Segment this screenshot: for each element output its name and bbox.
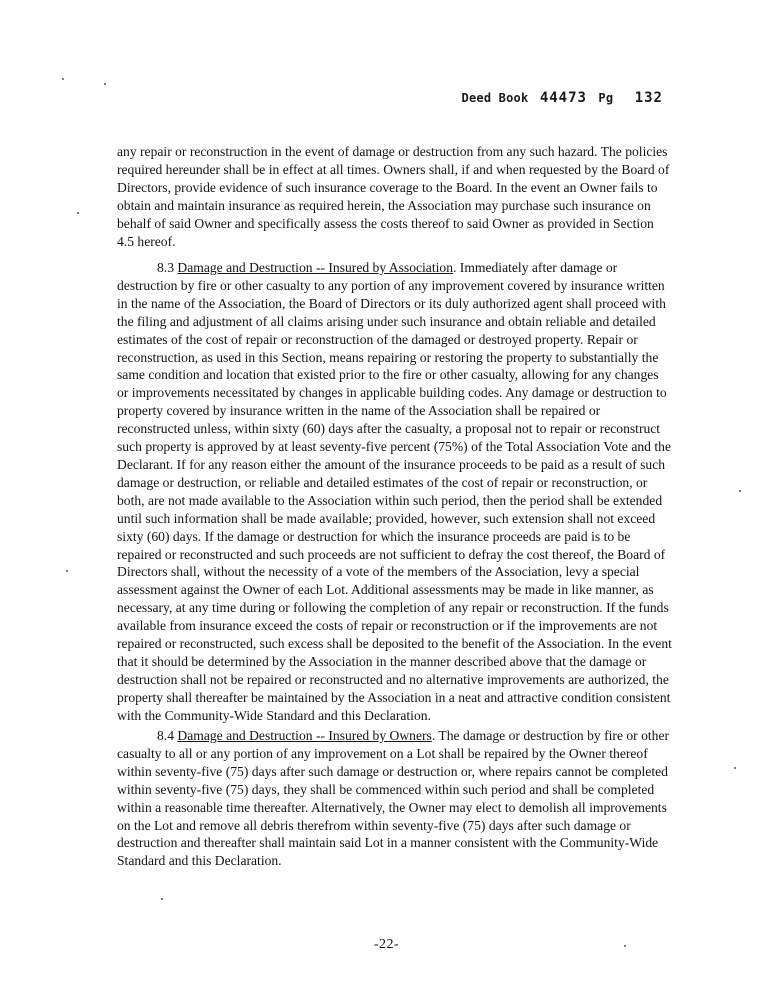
deed-book-label: Deed Book: [461, 91, 529, 105]
page-label: Pg: [598, 91, 614, 105]
section-number: 8.4: [157, 728, 174, 743]
section-number: 8.3: [157, 260, 174, 275]
section-text: The damage or destruction by fire or other casualty to all or any portion of any improvement on a Lot shall be repaired by the Owner thereof within seventy-five (75) days after such damage or destruction or, where repairs cannot be completed within seventy-five (75) days, they shall be commenced within such period and shall be completed within a reasonable time thereafter. Alternatively, the Owner may elect to demolish all improvements on the Lot and remove all debris therefrom within seventy-five (75) days after such damage or destruction and thereafter shall maintain said Lot in a manner consistent with the Community-Wide Standard and this Declaration.: [117, 728, 670, 869]
page-number: -22-: [373, 937, 400, 952]
section-heading: Damage and Destruction -- Insured by Association: [177, 260, 453, 275]
deed-book-number: 44473: [539, 90, 587, 106]
scan-speck: [62, 78, 64, 80]
section-text: Immediately after damage or destruction by fire or other casualty to any portion of any improvement covered by insurance written in the name of the Association, the Board of Directors or its duly authorized agent shall proceed with the filing and adjustment of all claims arising under such insurance and obtain reliable and detailed estimates of the cost of repair or reconstruction of the damaged or destroyed property. Repair or reconstruction, as used in this Section, means repairing or restoring the property to substantially the same condition and location that existed prior to the fire or other casualty, allowing for any changes or improvements necessitated by changes in applicable building codes. Any damage or destruction to property covered by insurance written in the name of the Association shall be repaired or reconstructed unless, within sixty (60) days after the casualty, a proposal not to repair or reconstruct such property is approved by at least seventy-five percent (75%) of the Total Association Vote and the Declarant. If for any reason either the amount of the insurance proceeds to be paid as a result of such damage or destruction, or reliable and detailed estimates of the cost of repair or reconstruction, or both, are not made available to the Association within such period, then the period shall be extended until such information shall be made available; provided, however, such extension shall not exceed sixty (60) days. If the damage or destruction for which the insurance proceeds are paid is to be repaired or reconstructed and such proceeds are not sufficient to defray the cost thereof, the Board of Directors shall, without the necessity of a vote of the members of the Association, levy a special assessment against the Owner of each Lot. Additional assessments may be made in like manner, as necessary, at any time during or following the completion of any repair or reconstruction. If the funds available from insurance exceed the costs of repair or reconstruction or if the improvements are not repaired or reconstructed, such excess shall be deposited to the benefit of the Association. In the event that it should be determined by the Association in the manner described above that the damage or destruction shall not be repaired or reconstructed and no alternative improvements are authorized, the property shall thereafter be maintained by the Association in a neat and attractive condition consistent with the Community-Wide Standard and this Declaration.: [117, 260, 672, 723]
scan-speck: [739, 490, 741, 492]
scan-speck: [734, 767, 736, 769]
deed-page-number: 132: [634, 90, 663, 106]
scan-speck: [624, 945, 626, 947]
scan-speck: [104, 83, 106, 85]
section-heading: Damage and Destruction -- Insured by Owners: [177, 728, 432, 743]
scan-speck: [161, 898, 163, 900]
scan-speck: [77, 212, 79, 214]
paragraph-continued: [117, 143, 672, 250]
section-8-3: 8.3 Damage and Destruction -- Insured by Association. Immediately after damage or destruction by fire or other casualty to any portion of any improvement covered by insurance written in the name of the Association, the Board of Directors or its duly authorized agent shall proceed with the filing and adjustment of all claims arising under such insurance and obtain reliable and detailed estimates of the cost of repair or reconstruction of the damaged or destroyed property. Repair or reconstruction, as used in this Section, means repairing or restoring the property to substantially the same condition and location that existed prior to the fire or other casualty, allowing for any changes or improvements necessitated by changes in applicable building codes. Any damage or destruction to property covered by insurance written in the name of the Association shall be repaired or reconstructed unless, within sixty (60) days after the casualty, a proposal not to repair or reconstruct such property is approved by at least seventy-five percent (75%) of the Total Association Vote and the Declarant. If for any reason either the amount of the insurance proceeds to be paid as a result of such damage or destruction, or reliable and detailed estimates of the cost of repair or reconstruction, or both, are not made available to the Association within such period, then the period shall be extended until such information shall be made available; provided, however, such extension shall not exceed sixty (60) days. If the damage or destruction for which the insurance proceeds are paid is to be repaired or reconstructed and such proceeds are not sufficient to defray the cost thereof, the Board of Directors shall, without the necessity of a vote of the members of the Association, levy a special assessment against the Owner of each Lot. Additional assessments may be made in like manner, as necessary, at any time during or following the completion of any repair or reconstruction. If the funds available from insurance exceed the costs of repair or reconstruction or if the improvements are not repaired or reconstructed, such excess shall be deposited to the benefit of the Association. In the event that it should be determined by the Association in the manner described above that the damage or destruction shall not be repaired or reconstructed and no alternative improvements are authorized, the property shall thereafter be maintained by the Association in a neat and attractive condition consistent with the Community-Wide Standard and this Declaration.: [117, 260, 672, 723]
paragraph-text: any repair or reconstruction in the event of damage or destruction from any such hazard. The policies required hereunder shall be in effect at all times. Owners shall, if and when requested by the Board of Directors, provide evidence of such insurance coverage to the Board. In the event an Owner fails to obtain and maintain insurance as required herein, the Association may purchase such insurance on behalf of said Owner and specifically assess the costs thereof to said Owner as provided in Section 4.5 hereof.: [117, 144, 670, 249]
scan-speck: [66, 570, 68, 572]
section-8-4: 8.4 Damage and Destruction -- Insured by Owners. The damage or destruction by fire or other casualty to all or any portion of any improvement on a Lot shall be repaired by the Owner thereof within seventy-five (75) days after such damage or destruction or, where repairs cannot be completed within seventy-five (75) days, they shall be commenced within such period and shall be completed within a reasonable time thereafter. Alternatively, the Owner may elect to demolish all improvements on the Lot and remove all debris therefrom within seventy-five (75) days after such damage or destruction and thereafter shall maintain said Lot in a manner consistent with the Community-Wide Standard and this Declaration.: [117, 728, 670, 869]
recording-header: [462, 90, 663, 106]
